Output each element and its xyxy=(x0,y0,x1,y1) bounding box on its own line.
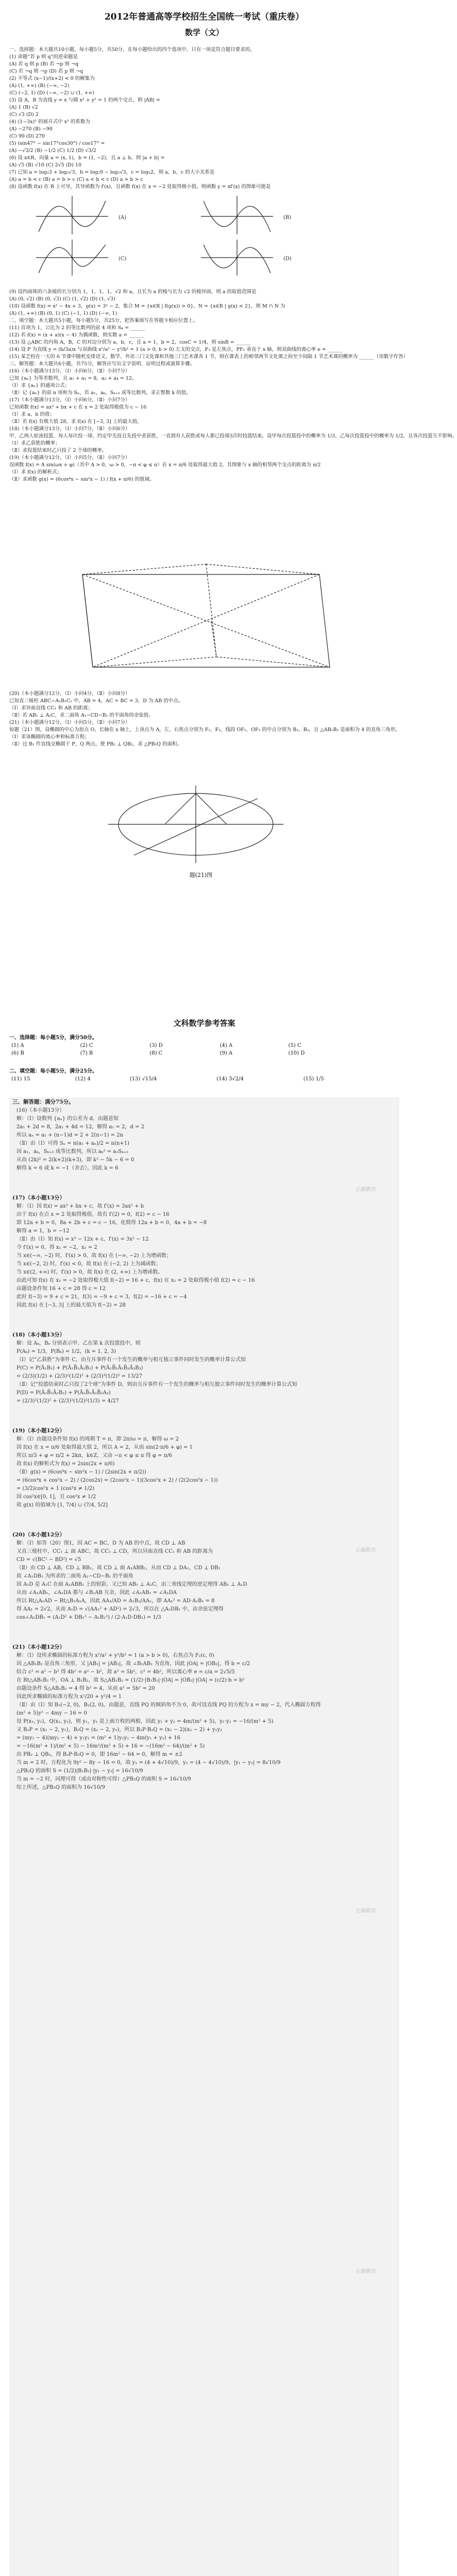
question-line: (A) (1, +∞) (B) (0, 1) (C) (−1, 1) (D) (−∞, 1) xyxy=(9,311,117,316)
solution-line: （Ⅱ）记“投篮结束时乙只投了2个球”为事件 D，则由互斥事件有一个发生的概率与相互独立事件同时发生的概率计算公式知 xyxy=(16,1382,297,1387)
solution-line: 解：（Ⅰ）设所求椭圆的标准方程为 x²/a² + y²/b² = 1 (a > b > 0)，右焦点为 F₂(c, 0) xyxy=(16,1653,214,1658)
solution-line: CD = √(BC² − BD²) = √5 xyxy=(16,1557,81,1563)
question-line: (A) (0, √2) (B) (0, √3) (C) (1, √2) (D) (1, √3) xyxy=(9,296,115,302)
question-line: 甲、乙两人轮流投篮，每人每次投一球，约定甲先投且先投中者获胜，一直到有人获胜或每人都已投球3次时投篮结束，设甲每次投篮投中的概率为 1/3，乙每次投篮投中的概率为 1/2，且各次投篮互不影响。 xyxy=(9,433,457,439)
question-line: (21)（本小题满分12分，（Ⅰ）小问5分，（Ⅱ）小问7分） xyxy=(9,720,130,725)
question-line: （Ⅰ）求 f(x) 的解析式； xyxy=(9,469,62,475)
answer-cell: (14) 3√2/4 xyxy=(216,1076,244,1082)
solution-header: (21)（本小题12分） xyxy=(12,1644,65,1650)
answer-keys-table xyxy=(9,1042,370,1057)
solutions-scan xyxy=(9,1097,399,2576)
answer-cell: (8) C xyxy=(149,1050,163,1056)
solution-line: 当 x∈(−∞, −2) 时，f′(x) > 0，故 f(x) 在 (−∞, −2) 上为增函数； xyxy=(16,1253,172,1259)
answer-cell: (3) D xyxy=(149,1043,163,1048)
q8-label-b: (B) xyxy=(283,215,292,221)
solution-line: 当 x∈(2, +∞) 时，f′(x) > 0，故 f(x) 在 (2, +∞) 上为增函数。 xyxy=(16,1269,163,1275)
solution-spacer xyxy=(9,1510,399,1530)
question-line: (7) 已知 a = log₂3 + log₂√3，b = log₂9 − log₂√3，c = log₃2，则 a，b，c 的大小关系是 xyxy=(9,170,215,175)
solution-line: （Ⅱ）由 CD ⊥ AB，CD ⊥ BB₁，故 CD ⊥ 面 A₁ABB₁，从而 CD ⊥ DA₁，CD ⊥ DB₁ xyxy=(16,1565,221,1571)
q8-figure xyxy=(31,196,361,278)
q8-graphs-svg xyxy=(31,196,361,278)
answer-row xyxy=(9,1049,370,1057)
solution-line: 由题设条件 S△AB₁B₂ = 4 得 b² = 4，从而 a² = 5b² = 20 xyxy=(16,1686,155,1691)
questions-part3 xyxy=(9,690,399,748)
solution-line: 当 x∈(−2, 2) 时，f′(x) < 0，故 f(x) 在 (−2, 2) 上为减函数； xyxy=(16,1261,161,1267)
question-line: （Ⅰ）求 a、b 的值； xyxy=(9,412,55,417)
solution-line: 解得 k = 6 或 k = −1（舍去），因此 k = 6 xyxy=(16,1165,119,1171)
question-line: (9) 设四面体的六条棱的长分别为 1，1，1，1，√2 和 a，且长为 a 的棱与长为 √2 的棱异面，则 a 的取值范围是 xyxy=(9,289,257,295)
question-line: (A) −√3/2 (B) −1/2 (C) 1/2 (D) √3/2 xyxy=(9,148,96,154)
question-line: (4) (1−3x)⁵ 的展开式中 x³ 的系数为 xyxy=(9,119,90,125)
question-line: 已知直三棱柱 ABC−A₁B₁C₁ 中，AB = 4，AC = BC = 3，D 为 AB 的中点。 xyxy=(9,698,183,704)
solution-line: 得 AA₁ = 2√2，从而 A₁D = √(AA₁² + AD²) = 2√3，所以在 △A₁DB₁ 中，由余弦定理得 xyxy=(16,1606,224,1612)
solution-line: P(C) = P(Ā₁B₁) + P(Ā₁B̄₁Ā₂B₂) + P(Ā₁B̄₁Ā₂B̄₂Ā₃B₃) xyxy=(16,1365,143,1371)
solution-line: cos∠A₁DB₁ = (A₁D² + DB₁² − A₁B₁²) / (2·A₁D·DB₁) = 1/3 xyxy=(16,1615,161,1620)
solution-line: △PB₂Q 的面积 S = (1/2)|B₁B₂|·|y₁ − y₂| = 16√10/9 xyxy=(16,1768,143,1774)
question-line: （Ⅱ）若 AB₁ ⊥ A₁C，求二面角 A₁−CD−B₁ 的平面角的余弦值。 xyxy=(9,713,154,718)
ellipse-svg xyxy=(103,783,289,866)
answer-cell: (15) 1/5 xyxy=(303,1076,324,1082)
question-line: (C) (−2, 1) (D) (−∞, −2) ∪ (1, +∞) xyxy=(9,90,94,96)
solution-line: 从而 ∠A₁AB₁，∠A₁DA 都与 ∠B₁AB 互余，因此 ∠A₁AB₁ = ∠A₁DA xyxy=(16,1590,177,1596)
question-line: （Ⅱ）求函数 g(x) = (6cos⁴x − sin²x − 1) / f(x + π/6) 的值域。 xyxy=(9,477,155,482)
question-line: 已知 {aₙ} 为等差数列，且 a₁ + a₃ = 8，a₂ + a₄ = 12。 xyxy=(9,376,137,381)
solution-line: 因 △AB₁B₂ 是直角三角形，又 |AB₁| = |AB₂|，故 ∠B₁AB₂ 为直角，因此 |OA| = |OB₂|，得 b = c/2 xyxy=(16,1661,250,1667)
fig21-caption: 题(21)图 xyxy=(189,872,213,878)
question-line: （Ⅰ）求 {aₙ} 的通项公式； xyxy=(9,383,70,388)
solution-line: 故 g(x) 的值域为 [1, 7/4) ∪ (7/4, 5/2] xyxy=(16,1502,108,1508)
question-line: (18)（本小题满分13分，（Ⅰ）小问7分，（Ⅱ）小问6分） xyxy=(9,426,130,432)
solution-line: (m² + 5)y² − 4my − 16 = 0 xyxy=(16,1710,87,1716)
question-line: （Ⅰ）求该椭圆的离心率和标准方程； xyxy=(9,734,90,740)
solution-line: 故 f(x) 的解析式为 f(x) = 2sin(2x + π/6) xyxy=(16,1461,115,1467)
questions-part1 xyxy=(9,46,399,191)
question-line: (A) √5 (B) √10 (C) 2√5 (D) 10 xyxy=(9,162,81,168)
question-line: (C) √3 (D) 2 xyxy=(9,112,39,117)
solution-line: （Ⅱ）由（Ⅰ）知 f(x) = x³ − 12x + c，f′(x) = 3x² − 12 xyxy=(16,1236,149,1242)
answer-row xyxy=(9,1042,370,1049)
solution-line: 解：（Ⅰ）如答（20）图1，因 AC = BC，D 为 AB 的中点，故 CD ⊥ AB xyxy=(16,1540,185,1546)
question-line: (13) 设 △ABC 的内角 A，B，C 的对边分别为 a，b，c，且 a = 1，b = 2，cosC = 1/4，则 sinB = ______ xyxy=(9,340,251,345)
solution-spacer xyxy=(9,1310,399,1330)
question-line: (6) 设 x∈R，向量 a = (x, 1)，b = (1, −2)，且 a ⊥ b，则 |a + b| = xyxy=(9,155,165,161)
solution-line: 在 Rt△AB₁B₂ 中，OA ⊥ B₁B₂，故 S△AB₁B₂ = (1/2)·|B₁B₂|·|OA| = |OB₂|·|OA| = (c/2)·b = b² xyxy=(16,1677,245,1683)
answer-keys-header: 一、选择题：每小题5分，满分50分。 xyxy=(9,1035,97,1041)
answer-cell: (1) A xyxy=(11,1043,24,1048)
question-line: (15) 某艺校在一天的 6 节课中随机安排语文、数学、外语三门文化课和其他三门艺术课各 1 节，则在课表上的相邻两节文化课之间至少间隔 1 节艺术课的概率为 ______（用数字作答） xyxy=(9,354,409,360)
question-line: （Ⅱ）若 f(x) 有极大值 28，求 f(x) 在 [−3, 3] 上的最大值。 xyxy=(9,419,142,425)
watermark: 正确教育 xyxy=(356,1548,376,1553)
answer-keys-header2: 二、填空题：每小题5分，满分25分。 xyxy=(9,1069,97,1074)
question-line: (A) 1 (B) √2 xyxy=(9,105,38,110)
solution-line: 2a₁ + 2d = 8，2a₁ + 4d = 12，解得 a₁ = 2，d = 2 xyxy=(16,1124,144,1130)
question-line: 如题（21）图，设椭圆的中心为原点 O，长轴在 x 轴上，上顶点为 A，左、右焦点分别为 F₁，F₂，线段 OF₁，OF₂ 的中点分别为 B₁，B₂，且 △AB₁B₂ 是面积为 4 的直角三角形。 xyxy=(9,727,400,733)
answer-cell: (9) A xyxy=(219,1050,233,1056)
solution-line: 因 A₁D 是 A₁C 在面 A₁ABB₁ 上的射影，又已知 AB₁ ⊥ A₁C，由三垂线定理的逆定理得 AB₁ ⊥ A₁D xyxy=(16,1582,247,1587)
answer-cell: (10) D xyxy=(288,1050,305,1056)
solution-spacer xyxy=(9,1622,399,1642)
solution-line: 解：设 Aₖ，Bₖ 分别表示甲、乙在第 k 次投篮投中，则 xyxy=(16,1341,141,1346)
question-line: (A) 若 q 则 p (B) 若 ¬p 则 ¬q xyxy=(9,61,79,67)
answer-keys-table-2 xyxy=(9,1075,370,1083)
prism-svg xyxy=(62,559,350,683)
solution-line: = (3/2)cos²x + 1 (cos²x ≠ 1/2) xyxy=(16,1486,95,1492)
page-title: 2012年普通高等学校招生全国统一考试（重庆卷） xyxy=(104,12,304,22)
answer-cell: (2) C xyxy=(80,1043,93,1048)
question-line: 一、选择题：本大题共10小题，每小题5分，共50分，在每小题给出的四个选项中，只有一项是符合题目要求的。 xyxy=(9,47,255,53)
solution-line: 综上所述，△PB₂Q 的面积为 16√10/9 xyxy=(16,1785,105,1790)
solution-line: 当 m = −2 时，同理可得（或由对称性可得）△PB₂Q 的面积 S = 16√10/9 xyxy=(16,1776,191,1782)
solution-line: P(Aₖ) = 1/3，P(Bₖ) = 1/2，(k = 1, 2, 3) xyxy=(16,1349,116,1354)
solution-line: = (2/3)(1/2) + (2/3)²(1/2)² + (2/3)³(1/2)³ = 13/27 xyxy=(16,1374,142,1379)
solution-line: = (6cos⁴x + cos²x − 2) / (2cos2x) = (2cos²x − 1)(3cos²x + 2) / (2(2cos²x − 1)) xyxy=(16,1478,218,1483)
question-line: (10) 设函数 f(x) = x² − 4x + 3，g(x) = 3ˣ − 2，集合 M = {x∈R | f(g(x)) > 0}，N = {x∈R | g(x) < 2}，则 M ∩ N 为 xyxy=(9,303,285,309)
solution-line: 解得 a = 1，b = −12 xyxy=(16,1228,70,1234)
question-line: （Ⅰ）求异面直线 CC₁ 和 AB 的距离； xyxy=(9,705,93,711)
solution-line: = −16(m² + 1)/(m² + 5) − 16m²/(m² + 5) + 16 = −(16m² − 64)/(m² + 5) xyxy=(16,1743,205,1749)
solution-line: 此时 f(−3) = 9 + c = 21，f(3) = −9 + c = 3，f(2) = −16 + c = −4 xyxy=(16,1294,187,1300)
questions-part2 xyxy=(9,289,457,483)
solution-line: （Ⅱ）由（Ⅰ）可得 Sₙ = n(a₁ + aₙ)/2 = n(n+1) xyxy=(16,1141,129,1146)
q8-label-c: (C) xyxy=(119,256,127,262)
question-line: (1) 命题“若 p 则 q”的逆命题是 xyxy=(9,54,78,60)
solution-line: 由 PB₂ ⊥ QB₂，得 B₂P·B₂Q = 0，即 16m² − 64 = 0，解得 m = ±2 xyxy=(16,1752,182,1757)
solution-header: 三、解答题：满分75分。 xyxy=(12,1099,74,1105)
question-line: (C) 若 ¬q 则 ¬p (D) 若 p 则 ¬q xyxy=(9,69,83,74)
solution-header: (17)（本小题13分） xyxy=(12,1195,65,1201)
question-line: (C) 90 (D) 270 xyxy=(9,133,45,139)
solution-line: = (2/3)²(1/2)² + (2/3)²(1/2)²(1/3) = 4/27 xyxy=(16,1398,120,1404)
question-line: (14) 设 P 为直线 y = (b/3a)x 与双曲线 x²/a² − y²/b² = 1 (a > 0, b > 0) 左支的交点，F₁ 是左焦点，PF₁ 垂直于 x 轴，则双曲线的离心率 e = ______ xyxy=(9,347,343,352)
solution-line: 由于 f(x) 在点 x = 2 处取得极值，故有 f′(2) = 0，f(2) = c − 16 xyxy=(16,1212,170,1217)
question-line: 三、解答题：本大题共6小题，共75分，解答应写出文字说明、证明过程或演算步骤。 xyxy=(9,361,195,367)
question-line: 已知函数 f(x) = ax³ + bx + c 在 x = 2 处取得极值为 c − 16 xyxy=(9,404,147,410)
solution-line: （Ⅱ）由（Ⅰ）知 B₁(−2, 0)，B₂(2, 0)，由题意，直线 PQ 的倾斜角不为 0，故可设直线 PQ 的方程为 x = my − 2，代入椭圆方程得 xyxy=(16,1702,321,1708)
solution-line: 令 f′(x) = 0，得 x₁ = −2，x₂ = 2 xyxy=(16,1245,97,1250)
answer-cell: (6) B xyxy=(11,1050,24,1056)
question-line: (16)（本小题满分13分，（Ⅰ）小问6分，（Ⅱ）小问7分） xyxy=(9,368,130,374)
question-line: (11) 首项为 1，公比为 2 的等比数列的前 4 项和 S₄ = ______ xyxy=(9,325,145,331)
solution-header: (18)（本小题13分） xyxy=(12,1332,65,1338)
solution-line: (16)（本小题13分） xyxy=(16,1108,65,1113)
solution-line: 又直三棱柱中，CC₁ ⊥ 面 ABC，故 CC₁ ⊥ CD，所以异面直线 CC₁ 和 AB 的距离为 xyxy=(16,1549,213,1554)
solution-line: 由此可知 f(x) 在 x₁ = −2 处取得极大值 f(−2) = 16 + c，f(x) 在 x₂ = 2 处取得极小值 f(2) = c − 16 xyxy=(16,1278,255,1283)
solution-line: 当 m = 2 时，方程化为 9y² − 8y − 16 = 0，故 y₁ = (4 + 4√10)/9，y₂ = (4 − 4√10)/9，|y₁ − y₂| = 8√10/9 xyxy=(16,1760,281,1766)
page-subtitle: 数学（文） xyxy=(184,28,224,37)
question-line: （Ⅱ）过 B₁ 作直线交椭圆于 P，Q 两点，使 PB₂ ⊥ QB₂，求 △PB₂Q 的面积。 xyxy=(9,741,182,747)
solution-line: 由题设条件知 16 + c = 28 得 c = 12 xyxy=(16,1286,106,1292)
question-line: (20)（本小题满分12分，（Ⅰ）小问4分，（Ⅱ）小问8分） xyxy=(9,691,130,697)
question-line: (2) 不等式 (x−1)/(x+2) < 0 的解集为 xyxy=(9,76,95,81)
solution-header: (19)（本小题12分） xyxy=(12,1428,65,1434)
q8-label-a: (A) xyxy=(119,215,127,221)
question-line: (12) 若 f(x) = (x + a)(x − 4) 为偶函数，则实数 a = ______ xyxy=(9,332,144,338)
answer-cell: (5) C xyxy=(288,1043,301,1048)
solution-spacer xyxy=(9,1792,399,1812)
q20-prism-figure xyxy=(62,559,350,683)
answer-cell: (4) A xyxy=(219,1043,233,1048)
watermark: 正确教育 xyxy=(356,2269,376,2275)
solution-line: 因此 f(x) 在 [−3, 3] 上的最大值为 f(−2) = 28 xyxy=(16,1302,126,1308)
solution-header: (20)（本小题12分） xyxy=(12,1532,65,1538)
question-line: (17)（本小题满分13分，（Ⅰ）小问6分，（Ⅱ）小问7分） xyxy=(9,397,130,403)
answer-cell: (7) B xyxy=(80,1050,93,1056)
solution-line: 即 12a + b = 0，8a + 2b + c = c − 16，化简得 12a + b = 0，4a + b = −8 xyxy=(16,1220,207,1226)
solution-line: 结合 c² = a² − b² 得 4b² = a² − b²，故 a² = 5b²，c² = 4b²，所以离心率 e = c/a = 2√5/5 xyxy=(16,1669,235,1675)
answer-cell: (11) 15 xyxy=(11,1076,30,1082)
q21-ellipse-figure xyxy=(103,783,289,866)
solution-line: 因 cos²x∈[0, 1]，且 cos²x ≠ 1/2 xyxy=(16,1494,96,1500)
answer-cell: (12) 4 xyxy=(75,1076,91,1082)
question-line: (A) (1, +∞) (B) (−∞, −2) xyxy=(9,83,70,89)
solution-line: 所以 aₙ = a₁ + (n−1)d = 2 + 2(n−1) = 2n xyxy=(16,1132,124,1138)
solution-line: 解：（Ⅰ）因 f(x) = ax³ + bx + c，故 f′(x) = 3ax² + b xyxy=(16,1204,144,1209)
question-line: (8) 设函数 f(x) 在 R 上可导，其导函数为 f′(x)，且函数 f(x) 在 x = −2 处取得极小值，则函数 y = xf′(x) 的图象可能是 xyxy=(9,184,271,190)
solution-line: 从而 (2k)² = 2(k+2)(k+3)，即 k² − 5k − 6 = 0 xyxy=(16,1157,134,1163)
question-line: 二、填空题：本大题共5小题，每小题5分，共25分，把答案填写在答题卡相应位置上。 xyxy=(9,318,198,324)
solution-line: （Ⅱ）g(x) = (6cos⁴x − sin²x − 1) / (2sin(2x + π/2)) xyxy=(16,1469,146,1475)
solution-line: 所以 π/3 + φ = π/2 + 2kπ，k∈Z，又由 −π < φ ≤ π 得 φ = π/6 xyxy=(16,1453,172,1459)
solution-line: = (my₁ − 4)(my₂ − 4) + y₁y₂ = (m² + 1)y₁y₂ − 4m(y₁ + y₂) + 16 xyxy=(16,1735,181,1741)
question-line: （Ⅱ）求投篮结束时乙只投了 2 个球的概率。 xyxy=(9,448,107,453)
question-line: (A) −270 (B) −90 xyxy=(9,126,53,132)
question-line: (19)（本小题满分12分，（Ⅰ）小问5分，（Ⅱ）小问7分） xyxy=(9,455,130,461)
solution-line: 因 a₁，aₖ，Sₖ₊₂ 成等比数列，所以 aₖ² = a₁Sₖ₊₂ xyxy=(16,1149,129,1155)
watermark: 正确教育 xyxy=(356,1187,376,1193)
solution-line: 所以 Rt△A₁AD ∽ Rt△B₁A₁A，因此 AA₁/AD = A₁B₁/AA₁，即 AA₁² = AD·A₁B₁ = 8 xyxy=(16,1598,215,1604)
answer-row xyxy=(9,1075,370,1083)
solution-spacer xyxy=(9,1405,399,1426)
question-line: (3) 设 A，B 为直线 y = x 与圆 x² + y² = 1 的两个交点，则 |AB| = xyxy=(9,97,160,103)
solution-line: 又 B₂P = (x₁ − 2, y₁)，B₂Q = (x₂ − 2, y₂)，所以 B₂P·B₂Q = (x₁ − 2)(x₂ − 2) + y₁y₂ xyxy=(16,1727,223,1733)
solution-line: （Ⅰ）记“乙获胜”为事件 C，由互斥事件有一个发生的概率与相互独立事件同时发生的概率计算公式知 xyxy=(16,1357,246,1363)
answer-cell: (13) √15/4 xyxy=(129,1076,157,1082)
answers-title: 文科数学参考答案 xyxy=(173,1019,235,1028)
solution-line: 解：（Ⅰ）设数列 {aₙ} 的公差为 d，由题意知 xyxy=(16,1116,119,1122)
question-line: (5) (sin47° − sin17°cos30°) / cos17° = xyxy=(9,141,105,146)
solution-line: 故 ∠A₁DB₁ 为所求的二面角 A₁−CD−B₁ 的平面角 xyxy=(16,1573,133,1579)
question-line: （Ⅱ）记 {aₙ} 的前 n 项和为 Sₙ，若 a₁，aₖ，Sₖ₊₂ 成等比数列，求正整数 k 的值。 xyxy=(9,390,191,396)
q8-label-d: (D) xyxy=(283,256,292,262)
question-line: (A) a = b < c (B) a = b > c (C) a < b < c (D) a > b > c xyxy=(9,177,143,182)
question-line: 设函数 f(x) = A sin(ωx + φ)（其中 A > 0，ω > 0，−π < φ ≤ π）在 x = π/6 处取得最大值 2，其图象与 x 轴的相邻两个交点的距离为 π/2 xyxy=(9,462,321,468)
solution-line: P(D) = P(Ā₁B̄₁Ā₂B₂) + P(Ā₁B̄₁Ā₂B̄₂A₃) xyxy=(16,1390,111,1396)
solution-line: 因 f(x) 在 x = π/6 处取得最大值 2，所以 A = 2，从而 sin(2·π/6 + φ) = 1 xyxy=(16,1445,193,1450)
solution-line: 解：（Ⅰ）由题设条件知 f(x) 的周期 T = π，即 2π/ω = π，解得 ω = 2 xyxy=(16,1436,179,1442)
question-line: （Ⅰ）求乙获胜的概率； xyxy=(9,440,60,446)
solution-spacer xyxy=(9,1173,399,1193)
solution-line: 因此所求椭圆的标准方程为 x²/20 + y²/4 = 1 xyxy=(16,1694,122,1700)
watermark: 正确教育 xyxy=(356,1908,376,1914)
solution-line: 设 P(x₁, y₁)，Q(x₂, y₂)，则 y₁，y₂ 是上面方程的两根，因此 y₁ + y₂ = 4m/(m² + 5)，y₁·y₂ = −16/(m² + 5) xyxy=(16,1719,274,1724)
